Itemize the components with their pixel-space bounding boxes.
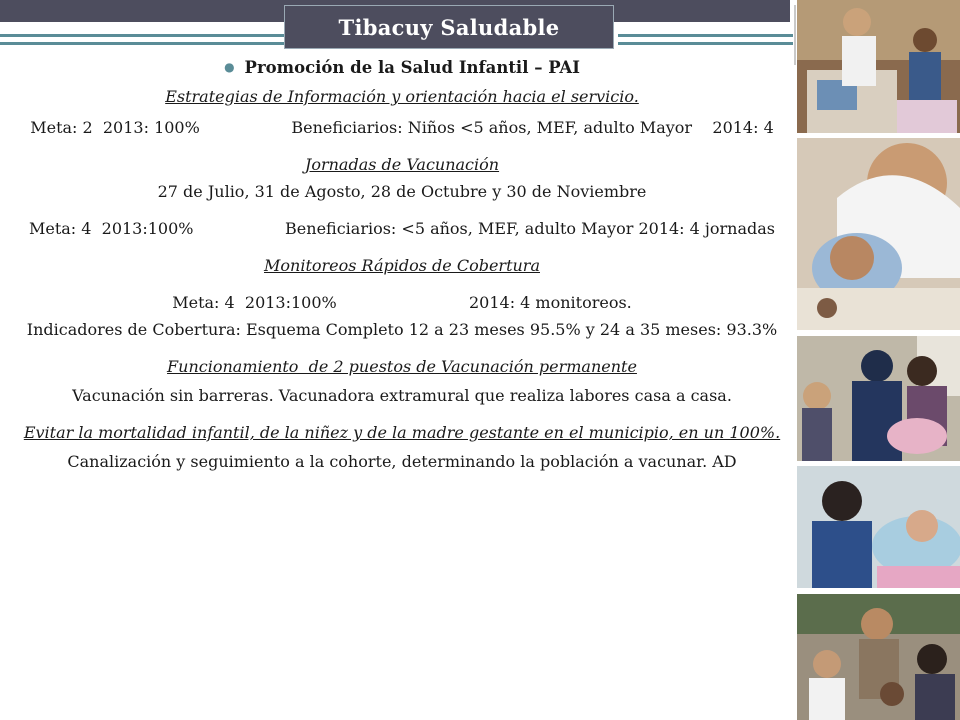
section-line: Meta: 4 2013:100% 2014: 4 monitoreos. [172,293,632,312]
page-title: Tibacuy Saludable [338,14,560,40]
section-line: Vacunación sin barreras. Vacunadora extramural que realiza labores casa a casa. [72,386,732,405]
bullet-icon: ● [224,60,235,74]
section-line: Meta: 2 2013: 100% Beneficiarios: Niños <5 años, MEF, adulto Mayor 2014: 4 [30,118,774,137]
section-line: 27 de Julio, 31 de Agosto, 28 de Octubre y 30 de Noviembre [157,182,647,201]
slide-content [18,56,786,473]
section-heading-puestos: Funcionamiento de 2 puestos de Vacunación permanente [167,357,637,376]
photo-nurse-infant [797,466,960,588]
section-line: Indicadores de Cobertura: Esquema Completo 12 a 23 meses 95.5% y 24 a 35 meses: 93.3% [26,320,778,339]
section-heading-mortalidad: Evitar la mortalidad infantil, de la niñez y de la madre gestante en el municipio, en un 100%. [23,423,781,442]
section-heading-info: Estrategias de Información y orientación hacia el servicio. [165,87,639,106]
photo-vaccination-home [797,336,960,461]
photo-image [797,466,960,588]
photo-image [797,138,960,330]
title-box [284,5,614,49]
header-rule [0,34,285,37]
bullet-heading [18,56,786,79]
photo-nurse-desk [797,0,960,133]
photo-image [797,336,960,461]
section-line: Canalización y seguimiento a la cohorte, determinando la población a vacunar. AD [67,452,737,471]
section-heading-jornadas: Jornadas de Vacunación [304,155,500,174]
photo-community [797,594,960,720]
photo-image [797,0,960,133]
photo-image [797,594,960,720]
section-heading-monitoreos: Monitoreos Rápidos de Cobertura [264,256,540,275]
bullet-title-text: Promoción de la Salud Infantil – PAI [244,58,580,77]
photo-nurse-baby [797,138,960,330]
header-rule [0,42,285,45]
section-line: Meta: 4 2013:100% Beneficiarios: <5 años, MEF, adulto Mayor 2014: 4 jornadas [28,219,775,238]
